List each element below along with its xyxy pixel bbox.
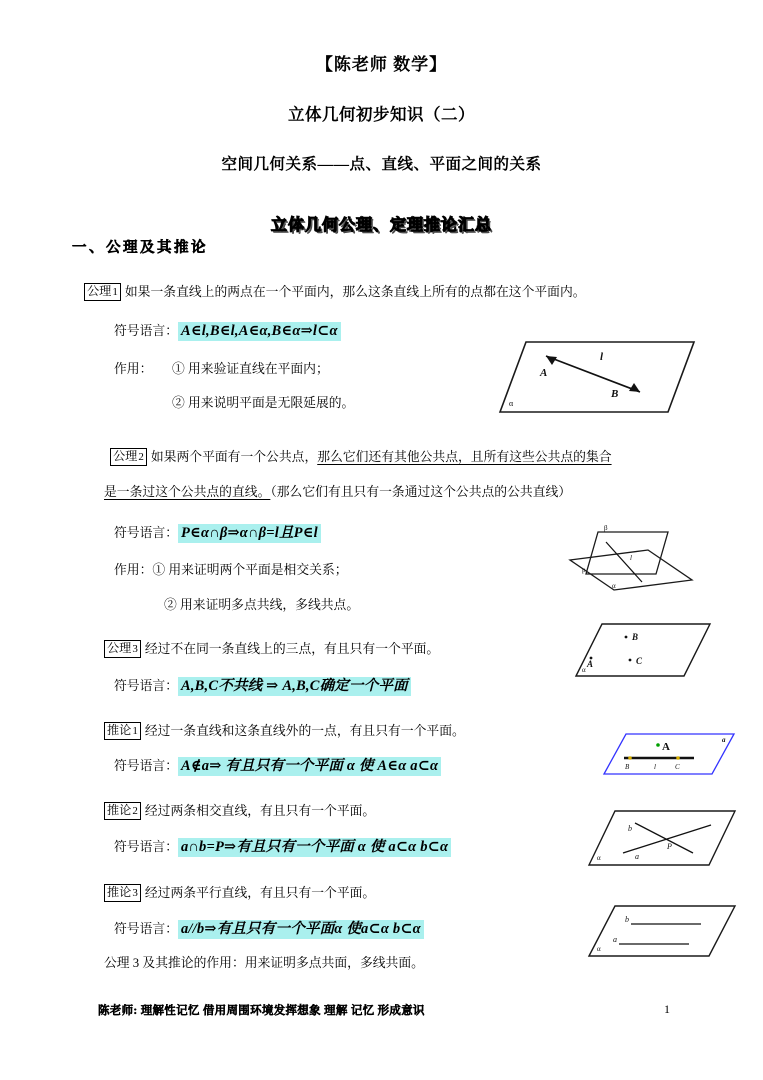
fig-inference3-line-b: b bbox=[625, 915, 629, 924]
inference3-symbol-row bbox=[114, 920, 424, 940]
inference3-statement: 经过两条平行直线，有且只有一个平面。 bbox=[144, 886, 376, 900]
fig-axiom3 bbox=[568, 618, 718, 686]
fig-axiom1-point-b: B bbox=[611, 388, 619, 400]
axiom2-use-2: ② 用来证明多点共线，多线共点。 bbox=[164, 598, 360, 612]
fig-inference2-point-p: P bbox=[667, 842, 672, 851]
inference3-symbol: a//b⇒有且只有一个平面α 使a⊂α b⊂α bbox=[178, 920, 424, 939]
page-number: 1 bbox=[664, 1002, 670, 1016]
axiom2-symbol-row bbox=[114, 524, 321, 544]
fig-inference2-line-b: b bbox=[628, 824, 632, 833]
fig-axiom2-line-label: l bbox=[630, 554, 632, 562]
fig-inference1-plane-label: a bbox=[722, 736, 726, 744]
inference3-symbol-label: 符号语言： bbox=[114, 922, 178, 936]
inference1-symbol: A∉a⇒ 有且只有一个平面 α 使 A∈α a⊂α bbox=[178, 757, 441, 776]
fig-inference2-plane-label: α bbox=[597, 854, 601, 862]
fig-axiom2-point-label: p bbox=[582, 566, 586, 574]
fig-inference1-point-a: A bbox=[662, 741, 670, 753]
fig-axiom3-point-c: C bbox=[636, 656, 643, 666]
fig-axiom3-point-b: B bbox=[632, 632, 639, 642]
fig-axiom2-plane-label-2: α bbox=[612, 582, 616, 590]
fig-axiom1 bbox=[478, 334, 703, 420]
art-heading: 立体几何公理、定理推论汇总 bbox=[270, 217, 492, 234]
inference2-symbol-label: 符号语言： bbox=[114, 840, 178, 854]
axiom2-statement-underline-1: 那么它们还有其他公共点，且所有这些公共点的集合 bbox=[317, 450, 612, 464]
axiom2-symbol: P∈α∩β⇒α∩β=l且P∈l bbox=[178, 524, 321, 543]
axiom2-statement-tail: （那么它们有且只有一条通过这个公共点的公共直线） bbox=[270, 485, 572, 499]
fig-axiom3-plane-label: α bbox=[582, 666, 586, 674]
fig-axiom3-point-a: A bbox=[587, 659, 594, 669]
fig-inference3-line-a: a bbox=[613, 935, 617, 944]
axiom1-statement-row bbox=[84, 283, 586, 301]
inference2-tag: 推论2 bbox=[104, 802, 141, 820]
inference1-symbol-label: 符号语言： bbox=[114, 759, 178, 773]
inference2-symbol-row bbox=[114, 838, 451, 858]
closing-text: 公理 3 及其推论的作用：用来证明多点共面，多线共面。 bbox=[104, 956, 424, 970]
inference2-statement: 经过两条相交直线，有且只有一个平面。 bbox=[144, 804, 376, 818]
axiom2-statement-plain: 如果两个平面有一个公共点， bbox=[150, 450, 318, 464]
inference2-symbol: a∩b=P⇒有且只有一个平面 α 使 a⊂α b⊂α bbox=[178, 838, 451, 857]
inference1-statement: 经过一条直线和这条直线外的一点，有且只有一个平面。 bbox=[144, 724, 465, 738]
section-heading: 一、公理及其推论 bbox=[72, 240, 208, 256]
fig-inference3 bbox=[583, 900, 743, 964]
axiom2-statement-underline-2: 是一条过这个公共点的直线。 bbox=[104, 485, 271, 499]
axiom1-statement: 如果一条直线上的两点在一个平面内，那么这条直线上所有的点都在这个平面内。 bbox=[124, 285, 586, 299]
axiom3-tag: 公理3 bbox=[104, 640, 141, 658]
footer-text: 陈老师: 理解性记忆 借用周围环境发挥想象 理解 记忆 形成意识 bbox=[98, 1005, 425, 1017]
inference1-symbol-row bbox=[114, 757, 441, 777]
axiom1-symbol-label: 符号语言： bbox=[114, 324, 178, 338]
inference1-statement-row bbox=[104, 722, 465, 740]
axiom1-use-label: 作用： bbox=[114, 362, 153, 376]
fig-inference2 bbox=[583, 805, 743, 873]
axiom2-statement-row-1 bbox=[110, 448, 612, 466]
axiom3-statement: 经过不在同一条直线上的三点，有且只有一个平面。 bbox=[144, 642, 440, 656]
fig-inference1 bbox=[600, 728, 740, 780]
axiom1-symbol: A∈l,B∈l,A∈α,B∈α⇒l⊂α bbox=[178, 322, 341, 341]
axiom2-tag: 公理2 bbox=[110, 448, 147, 466]
fig-inference1-point-b: B bbox=[625, 763, 630, 771]
fig-axiom1-point-a: A bbox=[540, 367, 548, 379]
fig-inference3-plane-label: α bbox=[597, 945, 601, 953]
brand-title: 【陈老师 数学】 bbox=[315, 55, 448, 74]
axiom1-tag: 公理1 bbox=[84, 283, 121, 301]
page-title: 立体几何初步知识（二） bbox=[288, 105, 475, 124]
axiom1-symbol-row bbox=[114, 322, 341, 342]
page-subtitle: 空间几何关系——点、直线、平面之间的关系 bbox=[221, 156, 542, 173]
axiom3-symbol-row bbox=[114, 677, 411, 697]
axiom1-use-1: ① 用来验证直线在平面内； bbox=[172, 362, 329, 376]
axiom2-symbol-label: 符号语言： bbox=[114, 526, 178, 540]
axiom2-use-1: ① 用来证明两个平面是相交关系； bbox=[152, 563, 348, 577]
fig-axiom2-plane-label-1: β bbox=[604, 524, 608, 532]
inference3-statement-row bbox=[104, 884, 375, 902]
inference3-tag: 推论3 bbox=[104, 884, 141, 902]
axiom3-symbol: A,B,C不共线 ⇒ A,B,C确定一个平面 bbox=[178, 677, 411, 696]
fig-inference1-line-label: l bbox=[654, 763, 656, 771]
fig-axiom1-plane-label: α bbox=[509, 399, 514, 408]
fig-inference2-line-a: a bbox=[635, 852, 639, 861]
axiom2-use-label: 作用： bbox=[114, 563, 153, 577]
inference2-statement-row bbox=[104, 802, 375, 820]
axiom1-use-2: ② 用来说明平面是无限延展的。 bbox=[172, 396, 355, 410]
axiom2-use-row-1 bbox=[114, 562, 348, 579]
fig-axiom2 bbox=[560, 520, 710, 620]
axiom2-statement-row-2 bbox=[104, 484, 571, 501]
fig-inference1-point-c: C bbox=[675, 763, 680, 771]
axiom3-statement-row bbox=[104, 640, 439, 658]
inference1-tag: 推论1 bbox=[104, 722, 141, 740]
axiom3-symbol-label: 符号语言： bbox=[114, 679, 178, 693]
fig-axiom1-line-label: l bbox=[600, 351, 604, 363]
